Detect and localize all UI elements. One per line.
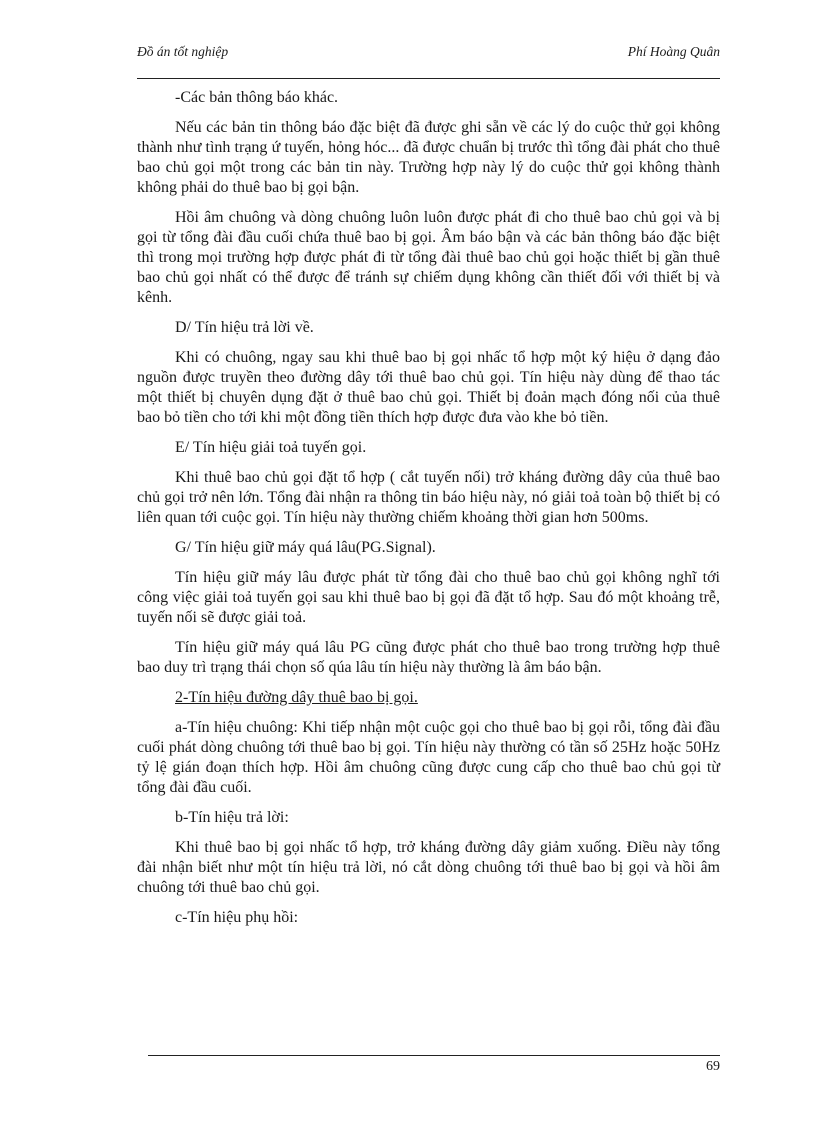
footer-divider: [148, 1055, 720, 1056]
section-heading: E/ Tín hiệu giải toả tuyến gọi.: [175, 439, 367, 456]
paragraph: Hồi âm chuông và dòng chuông luôn luôn được phát đi cho thuê bao chủ gọi và bị gọi từ tổng đài đầu cuối chứa thuê bao bị gọi. Âm báo bận và các bản thông báo đặc biệt thì trong mọi trường hợp được phát đi từ tổng đài thuê bao chủ gọi hoặc thiết bị gần thuê bao chủ gọi nhất có thể được để tránh sự chiếm dụng không cần thiết đối với thiết bị và kênh.: [137, 209, 720, 306]
paragraph: Khi có chuông, ngay sau khi thuê bao bị gọi nhấc tổ hợp một ký hiệu ở dạng đảo nguồn được truyền theo đường dây tới thuê bao chủ gọi. Tín hiệu này dùng để thao tác một thiết bị chuyên dụng đặt ở thuê bao chủ gọi. Thiết bị đoản mạch đóng nối của thuê bao bỏ tiền cho tới khi một đồng tiền thích hợp được đưa vào khe bỏ tiền.: [137, 349, 720, 426]
paragraph: Khi thuê bao chủ gọi đặt tổ hợp ( cắt tuyến nối) trở kháng đường dây của thuê bao chủ gọi trở nên lớn. Tổng đài nhận ra thông tin báo hiệu này, nó giải toả toàn bộ thiết bị có liên quan tới cuộc gọi. Tín hiệu này thường chiếm khoảng thời gian hơn 500ms.: [137, 469, 720, 526]
section-heading: D/ Tín hiệu trả lời về.: [175, 319, 314, 336]
header-divider: [137, 78, 720, 79]
section-heading: b-Tín hiệu trả lời:: [175, 809, 289, 826]
paragraph: Nếu các bản tin thông báo đặc biệt đã được ghi sẵn về các lý do cuộc thử gọi không thành như tình trạng ứ tuyến, hỏng hóc... đã được chuẩn bị trước thì tổng đài phát cho thuê bao chủ gọi một trong các bản tin này. Trường hợp này lý do cuộc thử gọi không thành không phải do thuê bao bị gọi bận.: [137, 119, 720, 196]
page-header: [137, 44, 720, 64]
section-heading: c-Tín hiệu phụ hồi:: [175, 909, 299, 926]
underlined-section-heading: [137, 688, 720, 708]
page-body: [137, 88, 720, 938]
section-heading: G/ Tín hiệu giữ máy quá lâu(PG.Signal).: [175, 539, 436, 556]
header-document-title: Đồ án tốt nghiệp: [137, 44, 229, 59]
paragraph: Tín hiệu giữ máy lâu được phát từ tổng đài cho thuê bao chủ gọi không nghĩ tới công việc giải toả tuyến gọi sau khi thuê bao bị gọi đã đặt tổ hợp. Sau đó một khoảng trễ, tuyến nối sẽ được giải toả.: [137, 569, 720, 626]
paragraph: Khi thuê bao bị gọi nhấc tổ hợp, trở kháng đường dây giảm xuống. Điều này tổng đài nhận biết như một tín hiệu trả lời, nó cắt dòng chuông tới thuê bao bị gọi và hồi âm chuông tới thuê bao chủ gọi.: [137, 839, 720, 896]
paragraph: Tín hiệu giữ máy quá lâu PG cũng được phát cho thuê bao trong trường hợp thuê bao duy trì trạng thái chọn số qúa lâu tín hiệu này thường là âm báo bận.: [137, 639, 720, 676]
underlined-heading-text: 2-Tín hiệu đường dây thuê bao bị gọi.: [175, 689, 418, 706]
header-author-name: Phí Hoàng Quân: [627, 44, 720, 59]
paragraph: a-Tín hiệu chuông: Khi tiếp nhận một cuộc gọi cho thuê bao bị gọi rỗi, tổng đài đầu cuối phát dòng chuông tới thuê bao bị gọi. Tín hiệu này thường có tần số 25Hz hoặc 50Hz tỷ lệ gián đoạn thích hợp. Hồi âm chuông cũng được cung cấp cho thuê bao chủ gọi từ tổng đài đầu cuối.: [137, 719, 720, 796]
page-number: 69: [706, 1059, 720, 1074]
paragraph: -Các bản thông báo khác.: [175, 89, 339, 106]
